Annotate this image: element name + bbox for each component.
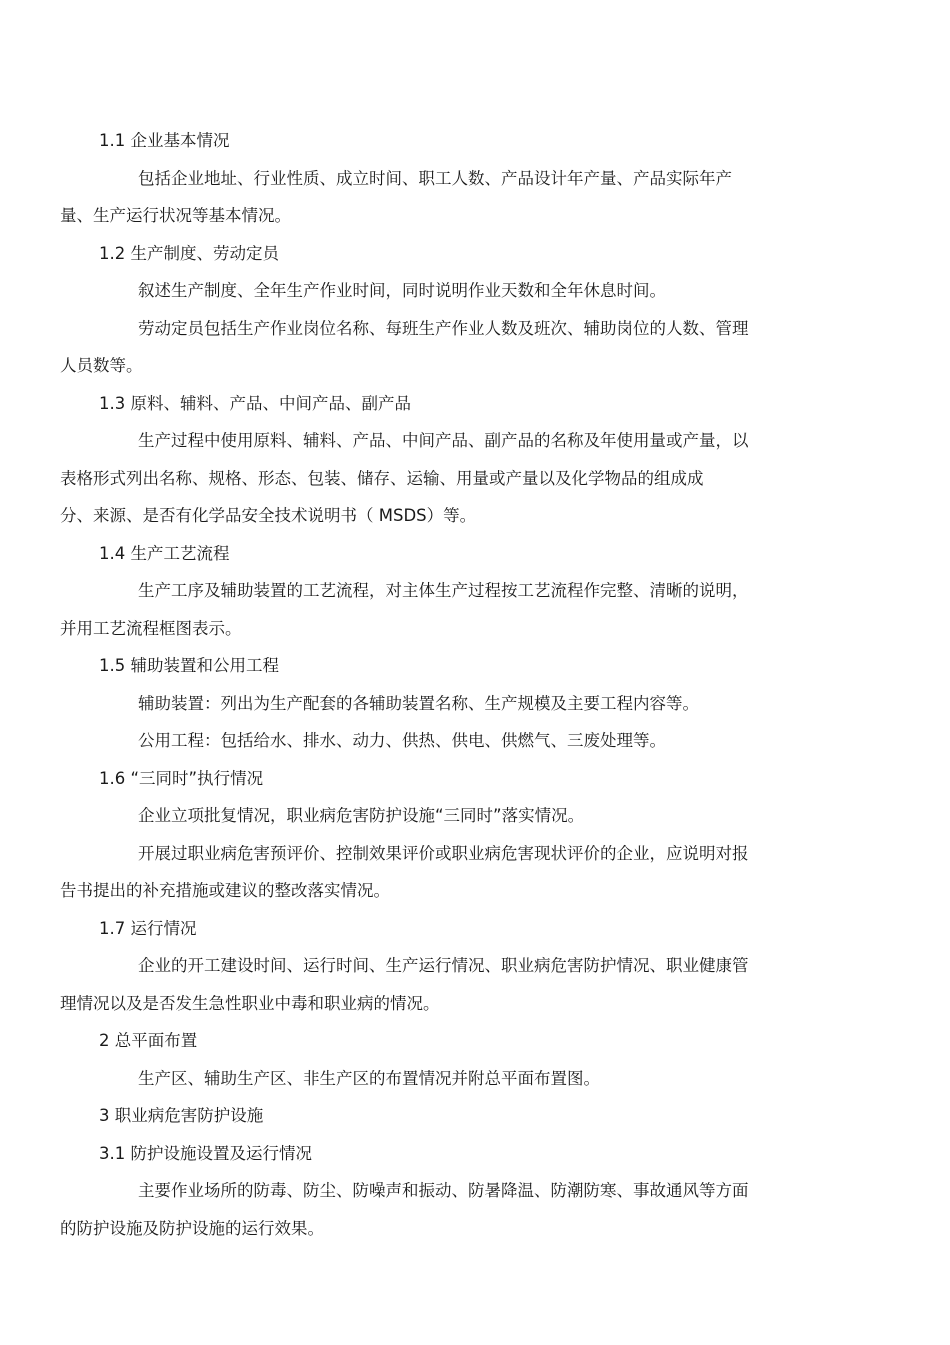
paragraph-line: 理情况以及是否发生急性职业中毒和职业病的情况。	[60, 993, 440, 1013]
section-heading: 3.1 防护设施设置及运行情况	[99, 1143, 312, 1163]
paragraph	[60, 1172, 801, 1247]
paragraph	[60, 572, 801, 647]
paragraph	[60, 835, 801, 910]
paragraph-line: 量、生产运行状况等基本情况。	[60, 206, 291, 225]
paragraph-line: 劳动定员包括生产作业岗位名称、每班生产作业人数及班次、辅助岗位的人数、管理	[138, 318, 749, 338]
paragraph-line: 叙述生产制度、全年生产作业时间，同时说明作业天数和全年休息时间。	[138, 281, 666, 300]
paragraph-line: 告书提出的补充措施或建议的整改落实情况。	[60, 881, 390, 900]
section-heading: 3 职业病危害防护设施	[99, 1106, 264, 1125]
section-heading: 1.3 原料、辅料、产品、中间产品、副产品	[99, 393, 411, 413]
paragraph-line: 开展过职业病危害预评价、控制效果评价或职业病危害现状评价的企业，应说明对报	[138, 843, 749, 863]
paragraph	[60, 160, 801, 235]
paragraph-line: 人员数等。	[60, 356, 143, 375]
paragraph	[60, 422, 801, 535]
paragraph-line: 分、来源、是否有化学品安全技术说明书（ MSDS）等。	[60, 506, 477, 525]
paragraph-line: 生产工序及辅助装置的工艺流程，对主体生产过程按工艺流程作完整、清晰的说明，	[138, 581, 749, 600]
paragraph	[99, 1060, 801, 1098]
section-heading: 1.4 生产工艺流程	[99, 543, 230, 563]
paragraph	[60, 947, 801, 1022]
paragraph-line: 辅助装置：列出为生产配套的各辅助装置名称、生产规模及主要工程内容等。	[138, 693, 699, 713]
section-heading: 2 总平面布置	[99, 1031, 198, 1050]
section-heading: 1.1 企业基本情况	[99, 131, 230, 150]
paragraph-line: 公用工程：包括给水、排水、动力、供热、供电、供燃气、三废处理等。	[138, 731, 666, 750]
paragraph-line: 并用工艺流程框图表示。	[60, 618, 242, 638]
paragraph	[60, 310, 801, 385]
section-heading: 1.6 “三同时”执行情况	[99, 768, 264, 788]
document-body	[60, 122, 801, 1247]
paragraph	[99, 272, 801, 310]
section-heading: 1.2 生产制度、劳动定员	[99, 243, 279, 263]
paragraph-line: 的防护设施及防护设施的运行效果。	[60, 1218, 324, 1238]
paragraph	[99, 722, 801, 760]
paragraph-line: 主要作业场所的防毒、防尘、防噪声和振动、防暑降温、防潮防寒、事故通风等方面	[138, 1181, 749, 1200]
section-heading: 1.7 运行情况	[99, 918, 197, 938]
paragraph-line: 包括企业地址、行业性质、成立时间、职工人数、产品设计年产量、产品实际年产	[138, 168, 732, 188]
paragraph-line: 企业的开工建设时间、运行时间、生产运行情况、职业病危害防护情况、职业健康管	[138, 956, 749, 975]
paragraph-line: 企业立项批复情况，职业病危害防护设施“三同时”落实情况。	[138, 806, 585, 825]
paragraph	[99, 797, 801, 835]
paragraph	[99, 685, 801, 723]
paragraph-line: 生产过程中使用原料、辅料、产品、中间产品、副产品的名称及年使用量或产量，以	[138, 431, 749, 450]
paragraph-line: 表格形式列出名称、规格、形态、包装、储存、运输、用量或产量以及化学物品的组成成	[60, 468, 704, 488]
paragraph-line: 生产区、辅助生产区、非生产区的布置情况并附总平面布置图。	[138, 1068, 600, 1088]
section-heading: 1.5 辅助装置和公用工程	[99, 656, 279, 675]
